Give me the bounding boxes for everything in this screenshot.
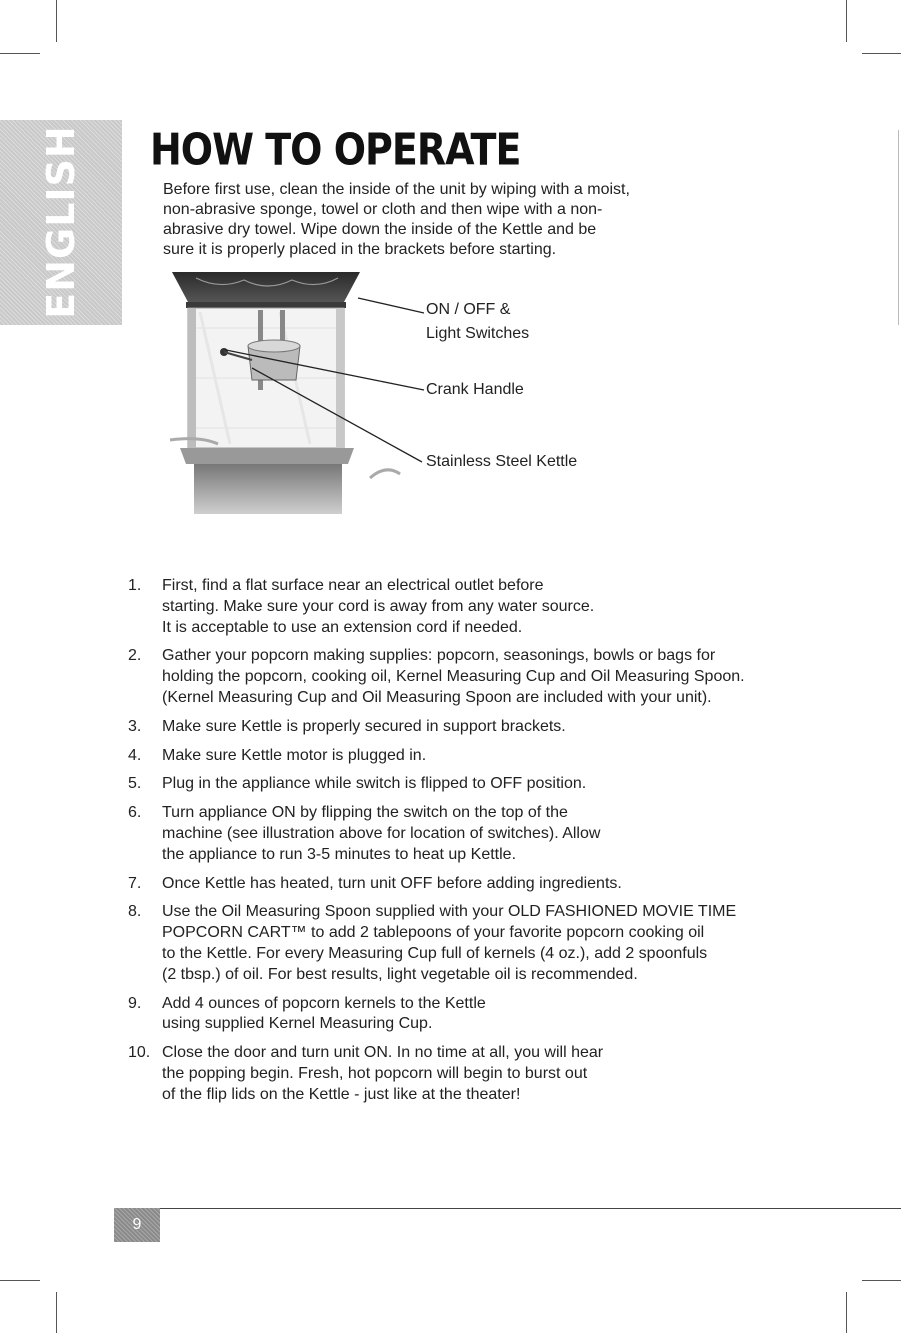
page-number: 9 <box>114 1208 160 1242</box>
step-item <box>128 902 788 985</box>
step-line: First, find a flat surface near an electrical outlet before <box>162 577 544 594</box>
intro-paragraph <box>163 180 703 260</box>
step-line: Turn appliance ON by flipping the switch on the top of the <box>162 804 568 822</box>
step-line: Add 4 ounces of popcorn kernels to the Kettle <box>162 994 486 1012</box>
step-text <box>162 902 788 985</box>
step-line: holding the popcorn, cooking oil, Kernel Measuring Cup and Oil Measuring Spoon. <box>162 668 745 686</box>
step-line: POPCORN CART™ to add 2 tablepoons of your favorite popcorn cooking oil <box>162 924 705 942</box>
step-number: 1. <box>128 577 142 594</box>
step-line: of the flip lids on the Kettle - just like at the theater! <box>162 1085 521 1103</box>
popcorn-machine-figure <box>160 268 620 528</box>
step-item <box>128 1043 788 1105</box>
step-number: 6. <box>128 804 142 822</box>
step-number: 2. <box>128 647 142 665</box>
page-title: HOW TO OPERATE <box>150 124 521 175</box>
crop-mark <box>56 0 57 42</box>
intro-line: non-abrasive sponge, towel or cloth and then wipe with a non- <box>163 201 603 218</box>
step-text <box>162 774 788 795</box>
intro-line: Before first use, clean the inside of the unit by wiping with a moist, <box>163 181 630 198</box>
step-line: Gather your popcorn making supplies: popcorn, seasonings, bowls or bags for <box>162 647 716 665</box>
crank-handle-callout: Crank Handle <box>426 381 524 398</box>
step-number: 5. <box>128 775 142 793</box>
step-line: (Kernel Measuring Cup and Oil Measuring Spoon are included with your unit). <box>162 688 712 706</box>
step-line: using supplied Kernel Measuring Cup. <box>162 1015 433 1033</box>
step-number: 10. <box>128 1044 151 1062</box>
step-item <box>128 646 788 708</box>
step-line: Make sure Kettle motor is plugged in. <box>162 746 427 764</box>
intro-line: abrasive dry towel. Wipe down the inside of the Kettle and be <box>163 221 597 238</box>
step-number: 3. <box>128 717 142 735</box>
crop-mark <box>846 0 847 42</box>
footer-rule <box>160 1208 901 1209</box>
step-number: 4. <box>128 746 142 764</box>
step-item <box>128 774 788 795</box>
crop-mark <box>0 1280 40 1281</box>
page-edge-line <box>898 130 899 325</box>
step-line: starting. Make sure your cord is away from any water source. <box>162 597 595 615</box>
switches-callout-line1: ON / OFF & <box>426 301 511 318</box>
step-text <box>162 803 788 865</box>
step-line: Plug in the appliance while switch is flipped to OFF position. <box>162 775 587 793</box>
step-text <box>162 576 788 638</box>
step-item <box>128 717 788 738</box>
step-item <box>128 746 788 767</box>
crop-mark <box>862 53 901 54</box>
step-item <box>128 874 788 895</box>
kettle-callout: Stainless Steel Kettle <box>426 453 578 470</box>
step-text <box>162 717 788 738</box>
step-line: the appliance to run 3-5 minutes to heat up Kettle. <box>162 845 517 863</box>
step-text <box>162 746 788 767</box>
step-text <box>162 646 788 708</box>
step-item <box>128 576 788 638</box>
popcorn-machine-illustration <box>160 268 620 528</box>
step-line: the popping begin. Fresh, hot popcorn will begin to burst out <box>162 1064 588 1082</box>
step-item <box>128 994 788 1036</box>
operating-steps-list <box>128 576 788 1114</box>
step-line: to the Kettle. For every Measuring Cup full of kernels (4 oz.), add 2 spoonfuls <box>162 944 708 962</box>
crop-mark <box>846 1292 847 1333</box>
step-text <box>162 874 788 895</box>
crop-mark <box>0 53 40 54</box>
step-number: 9. <box>128 994 142 1012</box>
step-line: Make sure Kettle is properly secured in support brackets. <box>162 717 566 735</box>
step-line: It is acceptable to use an extension cord if needed. <box>162 618 523 636</box>
step-line: (2 tbsp.) of oil. For best results, light vegetable oil is recommended. <box>162 965 638 983</box>
step-line: Use the Oil Measuring Spoon supplied with your OLD FASHIONED MOVIE TIME <box>162 903 737 921</box>
step-item <box>128 803 788 865</box>
step-line: Once Kettle has heated, turn unit OFF before adding ingredients. <box>162 874 622 892</box>
intro-line: sure it is properly placed in the brackets before starting. <box>163 241 557 258</box>
language-tab-label: ENGLISH <box>39 125 83 319</box>
step-line: machine (see illustration above for location of switches). Allow <box>162 824 601 842</box>
crop-mark <box>56 1292 57 1333</box>
step-number: 8. <box>128 903 142 921</box>
step-text <box>162 994 788 1036</box>
crop-mark <box>862 1280 901 1281</box>
step-number: 7. <box>128 874 142 892</box>
switches-callout-line2: Light Switches <box>426 325 530 342</box>
step-line: Close the door and turn unit ON. In no time at all, you will hear <box>162 1044 604 1062</box>
language-side-tab <box>0 120 122 325</box>
step-text <box>162 1043 788 1105</box>
